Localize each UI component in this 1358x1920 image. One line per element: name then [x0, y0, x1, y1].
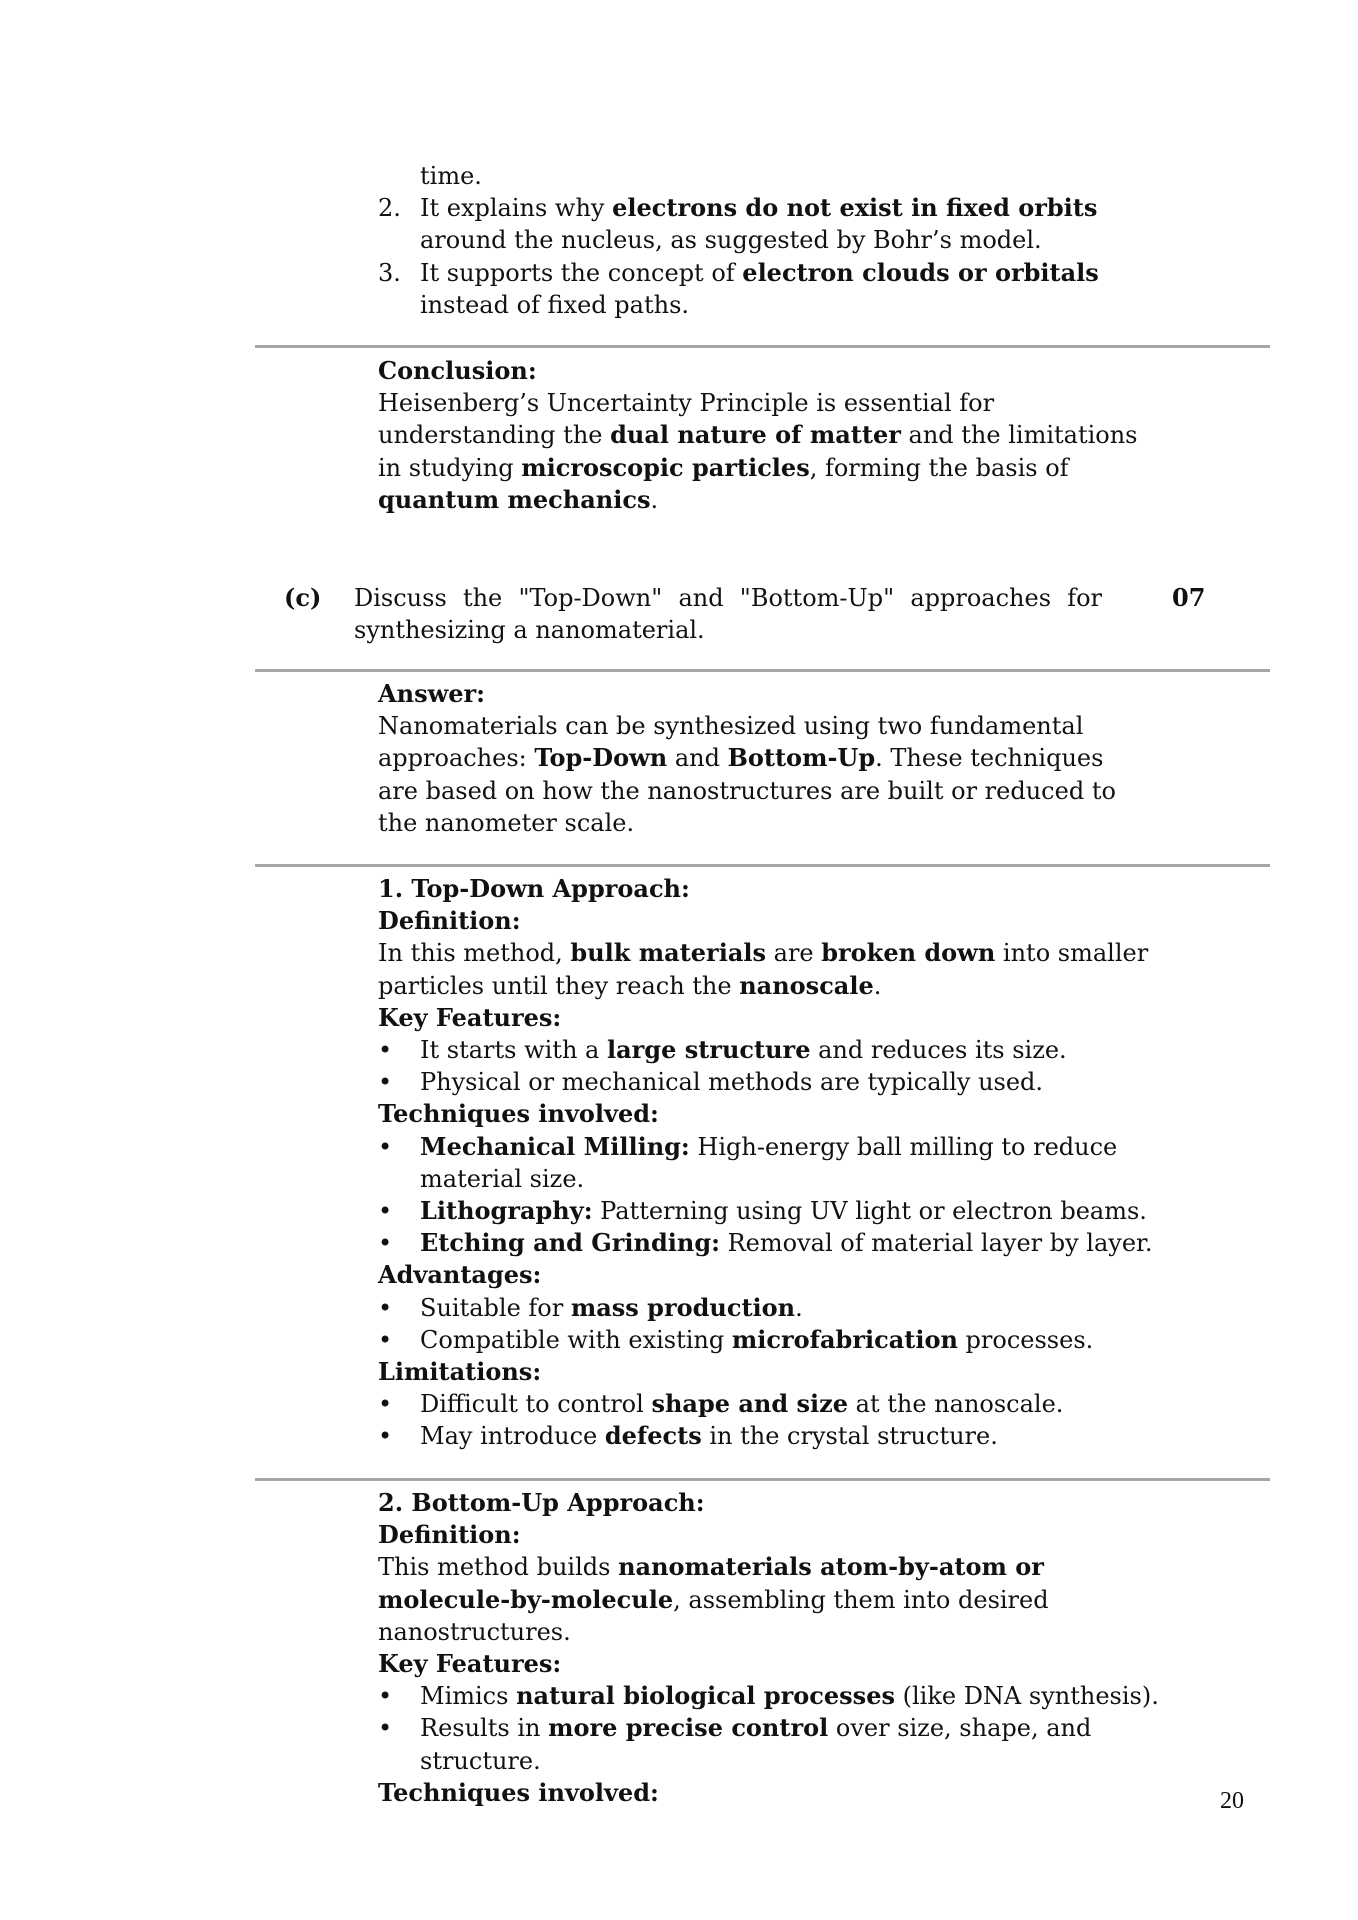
- features-list: [378, 1680, 1168, 1777]
- section-divider: [255, 345, 1270, 348]
- list-item: • Mechanical Milling: High-energy ball milling to reduce material size.: [378, 1131, 1168, 1195]
- question-text: Discuss the "Top-Down" and "Bottom-Up" approaches for synthesizing a nanomaterial.: [354, 584, 1102, 645]
- list-item: • Physical or mechanical methods are typically used.: [378, 1066, 1168, 1098]
- question-marks: 07: [1172, 583, 1206, 612]
- page-number: 20: [1220, 1788, 1244, 1814]
- list-item: • Lithography: Patterning using UV light or electron beams.: [378, 1195, 1168, 1227]
- answer-block: [378, 678, 1138, 839]
- question-label: (c): [284, 583, 322, 612]
- list-item: • Difficult to control shape and size at the nanoscale.: [378, 1388, 1168, 1420]
- advantages-label: Advantages:: [378, 1260, 542, 1290]
- section-divider: [255, 669, 1270, 672]
- answer-text: Nanomaterials can be synthesized using two fundamental approaches: Top-Down and Bottom-Up. These techniques are based on how the nanostructures are built or reduced to the nanometer scale.: [378, 712, 1116, 837]
- top-down-section: [378, 873, 1168, 1453]
- limitations-label: Limitations:: [378, 1357, 542, 1387]
- techniques-list: [378, 1131, 1168, 1260]
- list-item: 2. It explains why electrons do not exist in fixed orbits around the nucleus, as suggested by Bohr’s model.: [378, 193, 1098, 255]
- section-divider: [255, 864, 1270, 867]
- techniques-label: Techniques involved:: [378, 1099, 659, 1129]
- conclusion-block: [378, 355, 1158, 516]
- definition-label: Definition:: [378, 906, 521, 936]
- bottom-up-heading: 2. Bottom-Up Approach:: [378, 1488, 705, 1517]
- continuation-tail: time.: [420, 162, 482, 190]
- list-item: 3. It supports the concept of electron clouds or orbitals instead of fixed paths.: [378, 257, 1099, 319]
- definition-text: This method builds nanomaterials atom-by-atom or molecule-by-molecule, assembling them into desired nanostructures.: [378, 1552, 1049, 1646]
- definition-text: In this method, bulk materials are broken down into smaller particles until they reach the nanoscale.: [378, 938, 1149, 1000]
- continuation-block: [378, 160, 1178, 321]
- list-item: • Etching and Grinding: Removal of material layer by layer.: [378, 1227, 1168, 1259]
- list-item: • Compatible with existing microfabrication processes.: [378, 1324, 1168, 1356]
- features-label: Key Features:: [378, 1649, 562, 1679]
- definition-label: Definition:: [378, 1520, 521, 1550]
- conclusion-heading: Conclusion:: [378, 356, 537, 385]
- list-item: • Suitable for mass production.: [378, 1292, 1168, 1324]
- top-down-heading: 1. Top-Down Approach:: [378, 874, 690, 903]
- answer-heading: Answer:: [378, 679, 486, 708]
- features-label: Key Features:: [378, 1002, 562, 1032]
- list-item: • Results in more precise control over size, shape, and structure.: [378, 1712, 1168, 1776]
- section-divider: [255, 1478, 1270, 1481]
- list-item: • May introduce defects in the crystal structure.: [378, 1420, 1168, 1452]
- conclusion-text: Heisenberg’s Uncertainty Principle is essential for understanding the dual nature of matter and the limitations in studying microscopic particles, forming the basis of quantum mechanics.: [378, 389, 1138, 514]
- bottom-up-section: [378, 1487, 1168, 1809]
- list-item: • It starts with a large structure and reduces its size.: [378, 1034, 1168, 1066]
- advantages-list: [378, 1292, 1168, 1356]
- list-item: • Mimics natural biological processes (like DNA synthesis).: [378, 1680, 1168, 1712]
- limitations-list: [378, 1388, 1168, 1452]
- numbered-list: [378, 192, 1178, 321]
- techniques-label: Techniques involved:: [378, 1777, 659, 1807]
- features-list: [378, 1034, 1168, 1098]
